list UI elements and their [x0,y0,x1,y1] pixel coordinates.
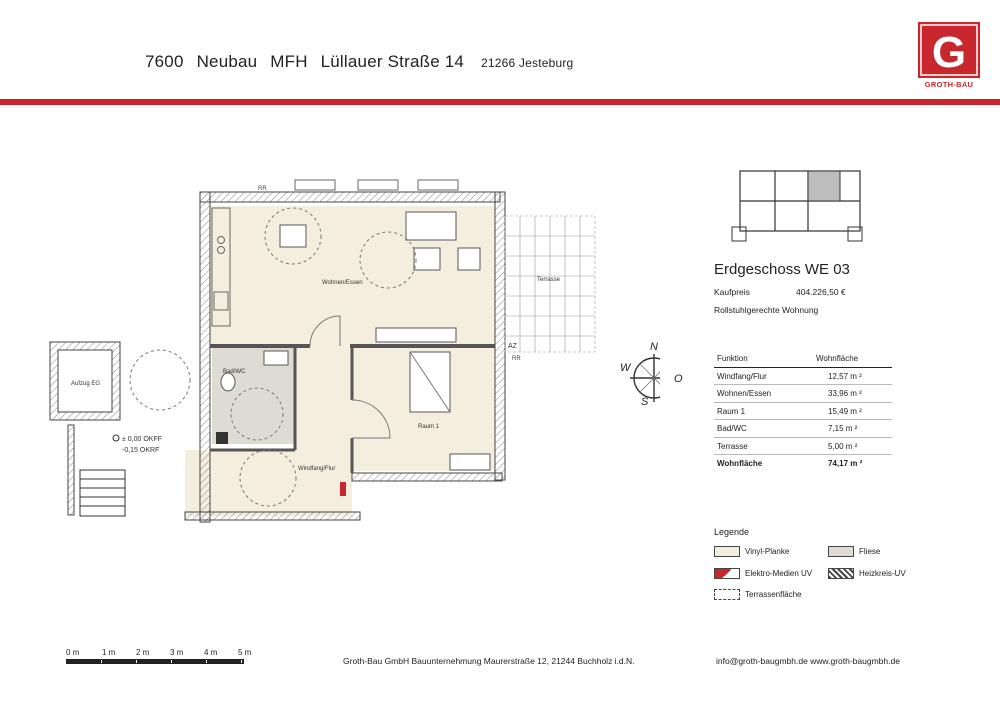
stair-wall [68,425,74,515]
electro-swatch [714,568,740,579]
building-type: MFH [270,52,308,71]
project-number: 7600 [145,52,184,71]
az-mark: AZ [508,343,517,350]
legend-electro: Elektro-Medien UV [745,569,813,578]
compass-w: W [620,362,631,374]
header-function: Funktion [717,354,748,363]
vinyl-swatch [714,546,740,557]
scale-bar [66,648,276,664]
street-address: Lüllauer Straße 14 [320,52,465,71]
room-label-room1: Raum 1 [418,424,440,430]
project-type: Neubau [196,52,258,71]
heating-swatch [828,568,854,579]
coffee-table [414,248,440,270]
west-wall [200,192,210,522]
header-divider [0,99,1000,105]
row-function: Wohnen/Essen [717,389,772,398]
armchair [458,248,480,270]
unit-title: Erdgeschoss WE 03 [714,261,850,278]
row-function: Raum 1 [717,406,746,416]
legend-title: Legende [714,527,750,537]
row-function: Bad/WC [717,424,747,433]
legend-heating: Heizkreis-UV [859,569,906,578]
dining-table [280,225,306,247]
compass-s: S [641,396,649,408]
area-table [714,350,892,472]
east-wall [495,192,505,480]
key-plan [730,165,870,245]
key-plan-highlight [808,171,840,201]
scale-label: 5 m [238,648,252,657]
toilet [221,373,235,391]
scale-label: 4 m [204,648,218,657]
header-area: Wohnfläche [816,354,859,363]
scale-label: 2 m [136,648,150,657]
sofa [406,212,456,240]
scale-label: 1 m [102,648,116,657]
footer-company: Groth-Bau GmbH Bauunternehmung Maurerstraße 12, 21244 Buchholz i.d.N. [343,656,635,666]
floor-plan [40,170,660,530]
row-area: 5,00 m ² [828,441,858,451]
window [358,180,398,190]
entrance-stairs [80,470,125,516]
radiator-mark: RR [258,186,267,192]
row-area: 33,96 m ² [828,389,862,398]
sideboard [376,328,456,342]
room-label-living: Wohnen/Essen [322,280,363,286]
table-row [714,438,892,456]
compass [630,354,660,402]
washbasin [264,351,288,365]
south-wall [185,512,360,520]
row-area: 15,49 m ² [828,406,862,416]
area-table-header [714,350,892,368]
compass-n: N [650,341,658,353]
level-bottom: -0,15 OKRF [122,447,160,454]
window [418,180,458,190]
elevator-label: Aufzug EG [71,381,101,387]
table-row [714,385,892,403]
terrace-grid [505,216,595,352]
scale-ruler [66,659,244,664]
legend-vinyl: Vinyl-Planke [745,547,790,556]
scale-label: 3 m [170,648,184,657]
table-row [714,368,892,386]
price-value: 404.226,50 € [796,287,846,297]
room-label-terrace: Terrasse [537,277,561,283]
row-function: Terrasse [717,441,748,451]
table-row [714,420,892,438]
total-label: Wohnfläche [717,459,763,468]
wardrobe [450,454,490,470]
total-value: 74,17 m ² [828,459,863,468]
shaft [216,432,228,444]
accessibility-note: Rollstuhlgerechte Wohnung [714,305,819,315]
logo-text: GROTH-BAU [924,80,974,89]
compass-o: O [674,373,683,385]
groth-bau-logo [918,22,980,90]
window [295,180,335,190]
table-row [714,403,892,421]
city: 21266 Jesteburg [481,56,574,70]
logo-letter: G [931,28,967,77]
room-label-bath: Bad/WC [223,369,246,375]
tiles-swatch [828,546,854,557]
row-area: 12,57 m ² [828,371,862,381]
row-function: Windfang/Flur [717,371,767,381]
room1-south-wall [352,473,502,481]
footer-contact: info@groth-baugmbh.de www.groth-baugmbh.de [716,656,900,666]
row-area: 7,15 m ² [828,424,858,433]
scale-label: 0 m [66,648,80,657]
table-total-row [714,455,892,472]
radiator-mark: RR [512,356,521,362]
legend-tiles: Fliese [859,547,881,556]
legend-terrace: Terrassenfläche [745,590,802,599]
project-header [145,52,581,72]
level-top: ± 0,00 OKFF [122,436,163,443]
wheelchair-turning-circle [130,350,190,410]
north-wall [200,192,500,202]
room-label-hall: Windfang/Flur [298,466,336,472]
terrace-swatch [714,589,740,600]
price-label: Kaufpreis [714,287,750,297]
electro-box [340,482,346,496]
level-mark [113,435,119,441]
